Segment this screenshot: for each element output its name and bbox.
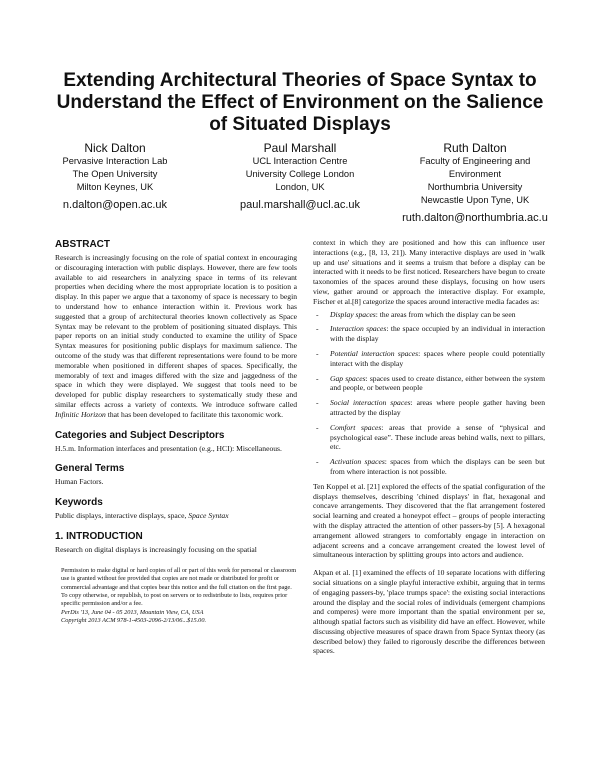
author-affiliation-line: Northumbria University [427, 182, 523, 192]
author-affiliation-line: Faculty of Engineering and [419, 156, 531, 166]
categories-text: H.5.m. Information interfaces and presentation (e.g., HCI): Miscellaneous. [55, 443, 282, 453]
author-affiliation-line: University College London [245, 169, 355, 179]
author-block-1 [30, 141, 200, 212]
keywords-heading: Keywords [55, 497, 103, 509]
author-email[interactable]: paul.marshall@ucl.ac.uk [240, 199, 360, 211]
paper-title: Extending Architectural Theories of Space Syntax to Understand the Effect of Environment on the Salience of Situated Displays [56, 70, 544, 135]
author-name: Ruth Dalton [443, 141, 507, 155]
abstract-text: Research is increasingly focusing on the role of spatial context in encouraging or discouraging interaction with public displays. However, there are few tools available to aid researchers in analyzing space in terms of its relevant properties when deciding where the most appropriate location is to position a display. In this paper we argue that a taxonomy of space is necessary to begin to understand how to enhance interaction within it. Previous work has suggested that a group of architectural theories known collectively as Space Syntax may be relevant to the problem of positioning situated displays. This paper reports on an initial study conducted to examine the utility of Space Syntax measures for positioning public displays for maximum salience. The outcome of the study was that different representations were found to be more memorable when positioned in different shapes of spaces. Specifically, the memorably of text and images differed with the size and jaggedness of the space in which they were displayed. We suggest that tools need to be developed for public display researchers to systematically study these and similar effects across a variety of contexts. We introduce software called Infinitic Horizon that has been developed to facilitate this taxonomic work. [55, 253, 297, 419]
author-affiliation-line: Milton Keynes, UK [76, 182, 154, 192]
list-item: - Gap spaces: spaces used to create distance, either between the system and people, or between people [316, 373, 545, 393]
categories-heading: Categories and Subject Descriptors [55, 429, 225, 441]
software-name: Infinitic Horizon [55, 409, 106, 419]
author-affiliation-line: UCL Interaction Centre [252, 156, 348, 166]
copyright-line: Copyright 2013 ACM 978-1-4503-2096-2/13/06...$15.00. [61, 617, 207, 625]
author-affiliation-line: Pervasive Interaction Lab [62, 156, 168, 166]
author-block-3 [382, 141, 568, 225]
author-affiliation-line: The Open University [72, 169, 158, 179]
space-types-list [313, 310, 545, 477]
keywords-text: Public displays, interactive displays, space, Space Syntax [55, 511, 229, 521]
author-email[interactable]: ruth.dalton@northumbria.ac.u [402, 212, 548, 224]
right-column [313, 238, 545, 658]
list-item: - Display spaces: the areas from which the display can be seen [316, 309, 516, 319]
list-item: - Activation spaces: spaces from which the displays can be seen but from where interaction is not possible. [316, 457, 545, 476]
abstract-heading: ABSTRACT [55, 239, 110, 250]
author-affiliation-line: London, UK [275, 182, 325, 192]
list-item: - Comfort spaces: areas that provide a sense of “physical and psychological ease”. These include areas behind walls, next to pillars, etc. [316, 422, 546, 452]
general-terms-heading: General Terms [55, 463, 125, 475]
list-item: - Potential interaction spaces: spaces where people could potentially interact with the display [316, 348, 545, 368]
author-email[interactable]: n.dalton@open.ac.uk [62, 199, 168, 211]
list-item: - Social interaction spaces: areas where people gather having been attracted by the display [316, 398, 545, 417]
list-item: - Interaction spaces: the space occupied by an individual in interaction with the display [316, 324, 546, 344]
left-column [55, 238, 297, 626]
author-name: Paul Marshall [263, 141, 337, 155]
author-affiliation-line: Environment [448, 169, 502, 179]
general-terms-text: Human Factors. [55, 477, 104, 487]
ten-koppel-paragraph: Ten Koppel et al. [21] explored the effects of the spatial configuration of the displays themselves, describing 'chined displays' in flat, hexagonal and concave arrangements. They discovered that the flat arrangement fostered social learning and created a honeypot effect – groups of people interacting with the display attracted the attention of other passers-by [5]. A hexagonal arrangement allowed strangers to comfortably engage in interaction on adjacent screens and a concave arrangement created the lowest level of simultaneous interaction by splitting groups into actors and audience. [313, 481, 545, 560]
permission-notice [55, 567, 297, 626]
akpan-paragraph: Akpan et al. [1] examined the effects of 10 separate locations with differing social situations on a single playful interactive exhibit, arguing that in terms of engaging passers-by, 'place trumps space': the existing social interactions around the display and the social roles of individuals (emergent champions and comperes) were more important than the spatial environment per se, although spatial factors such as visibility did have an effect. However, while discussing objective measures of space drawn from Space Syntax theory (as described below) they failed to rigorously describe the differences between spaces. [313, 568, 545, 656]
author-block-2 [212, 141, 388, 212]
author-affiliation-line: Newcastle Upon Tyne, UK [420, 195, 530, 205]
intro-continued-text: context in which they are positioned and how this can influence user interactions (e.g., [8, 13, 21]). Many interactive displays are used in 'walk up and use' situations and it seems a truism that before a display can be interacted with it needs to be first noticed. Researchers have begun to create taxonomies of the spaces around these displays, focusing on how users view, gather around or approach the interactive display. For example, Fischer et al.[8] categorize the spaces around interactive media facades as: [313, 238, 545, 306]
author-name: Nick Dalton [84, 141, 146, 155]
introduction-heading: 1. INTRODUCTION [55, 530, 143, 542]
permission-text: Permission to make digital or hard copies of all or part of this work for personal or classroom use is granted without fee provided that copies are not made or distributed for profit or commercial advantage and that copies bear this notice and the full citation on the first page. To copy otherwise, or republish, to post on servers or to redistribute to lists, requires prior specific permission and/or a fee. [61, 566, 297, 608]
conference-venue: PerDis '13, June 04 - 05 2013, Mountain View, CA, USA [61, 608, 204, 616]
introduction-text: Research on digital displays is increasingly focusing on the spatial [55, 544, 257, 554]
